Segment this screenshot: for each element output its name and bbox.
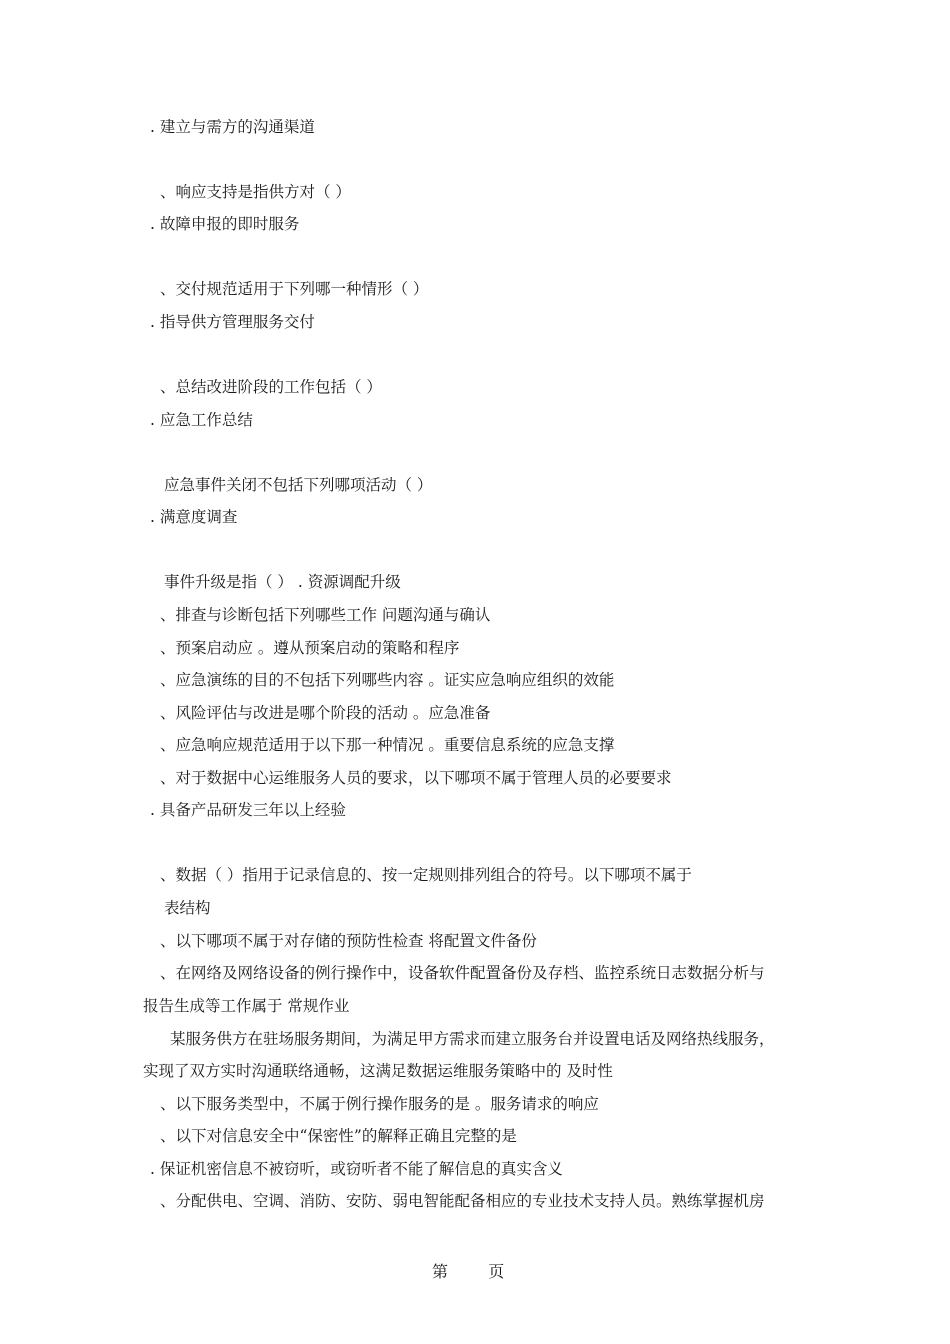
text-line: 、交付规范适用于下列哪一种情形（ ） [160,280,429,298]
text-line: . 指导供方管理服务交付 [150,313,315,331]
text-line: 、风险评估与改进是哪个阶段的活动 。应急准备 [160,704,491,722]
text-line: 、排查与诊断包括下列哪些工作 问题沟通与确认 [160,606,491,624]
page-footer [432,1259,504,1282]
text-line: 事件升级是指（ ） . 资源调配升级 [164,573,401,591]
text-line: . 满意度调查 [150,508,238,526]
text-line: 、对于数据中心运维服务人员的要求，以下哪项不属于管理人员的必要要求 [160,769,672,787]
text-line: . 具备产品研发三年以上经验 [150,801,346,819]
text-line: 、以下对信息安全中“保密性”的解释正确且完整的是 [160,1127,517,1145]
text-line: . 保证机密信息不被窃听，或窃听者不能了解信息的真实含义 [150,1160,563,1178]
text-line: 表结构 [164,899,211,917]
text-line: . 应急工作总结 [150,411,253,429]
text-line: 实现了双方实时沟通联络通畅，这满足数据运维服务策略中的 及时性 [143,1062,613,1080]
text-line: . 故障申报的即时服务 [150,215,300,233]
text-line: . 建立与需方的沟通渠道 [150,118,315,136]
text-line: 某服务供方在驻场服务期间，为满足甲方需求而建立服务台并设置电话及网络热线服务， [170,1030,775,1048]
text-line: 、数据（ ）指用于记录信息的、按一定规则排列组合的符号。以下哪项不属于 [160,866,692,884]
text-line: 、以下哪项不属于对存储的预防性检查 将配置文件备份 [160,932,537,950]
text-line: 应急事件关闭不包括下列哪项活动（ ） [164,476,433,494]
footer-label-right: 页 [488,1262,505,1281]
text-line: 、应急响应规范适用于以下那一种情况 。重要信息系统的应急支撑 [160,736,615,754]
text-line: 、在网络及网络设备的例行操作中，设备软件配置备份及存档、监控系统日志数据分析与 [160,964,765,982]
text-line: 报告生成等工作属于 常规作业 [143,997,350,1015]
text-line: 、应急演练的目的不包括下列哪些内容 。证实应急响应组织的效能 [160,671,615,689]
text-line: 、分配供电、空调、消防、安防、弱电智能配备相应的专业技术支持人员。熟练掌握机房 [160,1192,765,1210]
text-line: 、总结改进阶段的工作包括（ ） [160,378,382,396]
footer-label-left: 第 [432,1262,449,1281]
text-line: 、预案启动应 。遵从预案启动的策略和程序 [160,639,460,657]
text-line: 、以下服务类型中，不属于例行操作服务的是 。服务请求的响应 [160,1095,599,1113]
text-line: 、响应支持是指供方对（ ） [160,183,351,201]
